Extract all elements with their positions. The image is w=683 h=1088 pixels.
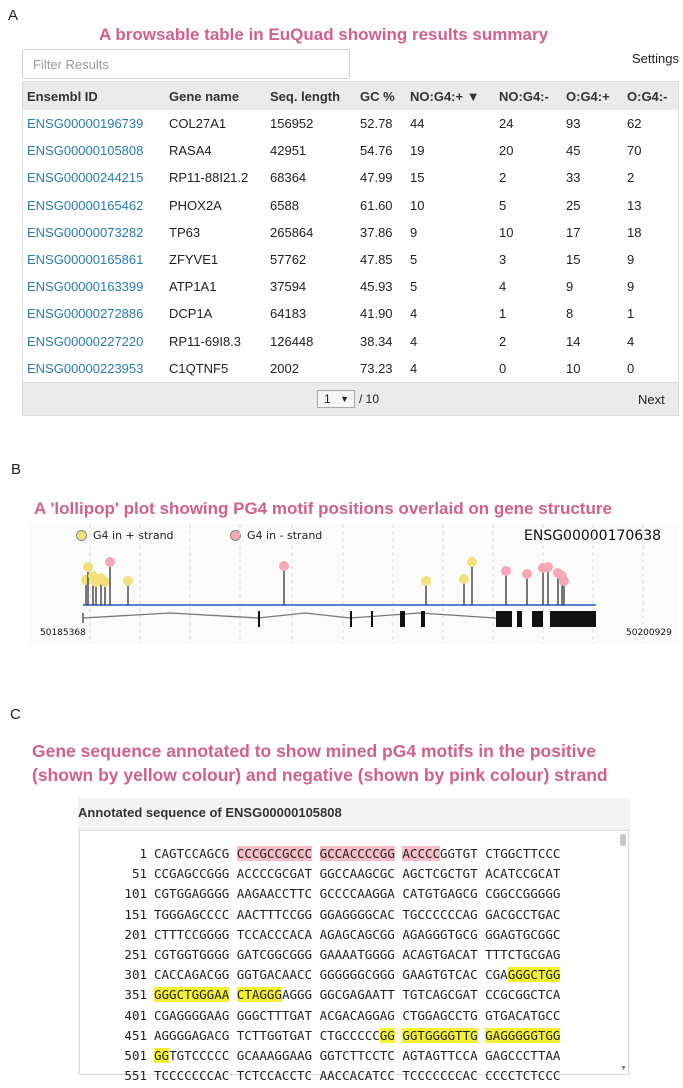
exon-block: [421, 611, 425, 627]
sequence-segment: CTTTCCGGGG TCCACCCACA AGAGCAGCGG AGAGGGTGCG GGAGTGCGGC: [154, 926, 561, 942]
cell-o-g4-plus: 17: [566, 224, 581, 240]
table-row: [23, 137, 678, 164]
sequence-bases: [154, 967, 560, 982]
cell-seq-length: 156952: [270, 116, 314, 131]
sequence-segment: CTGGCTTCCC: [477, 846, 561, 861]
table-row: [23, 328, 678, 355]
sequence-bases: [154, 846, 560, 861]
table-row: [23, 110, 678, 137]
cell-o-g4-plus: 10: [566, 360, 581, 376]
cell-gene-name: COL27A1: [169, 116, 227, 131]
exon-block: [400, 611, 405, 627]
panel-a-title: A browsable table in EuQuad showing results summary: [99, 25, 549, 44]
plus-strand-lollipop: [100, 577, 110, 587]
table-row: [23, 273, 678, 300]
sequence-bases: [154, 866, 560, 881]
ensembl-id-link[interactable]: ENSG00000223953: [27, 360, 144, 376]
sequence-segment: CAGTCCAGCG: [154, 846, 230, 861]
minus-strand-motif: ACCCC: [402, 846, 441, 861]
sequence-position: 201: [124, 926, 147, 942]
sequence-bases: [154, 886, 560, 901]
annotated-sequence-panel: [78, 798, 630, 1084]
start-coordinate: 50185368: [40, 628, 86, 638]
minus-strand-motif: GCCACCCCGG: [319, 846, 395, 861]
cell-gc-percent: 38.34: [360, 333, 393, 349]
table-row: [23, 300, 678, 327]
cell-o-g4-minus: 2: [627, 170, 635, 186]
scroll-down-icon[interactable]: ▼: [620, 1065, 627, 1072]
results-table: [22, 81, 679, 416]
cell-gc-percent: 54.76: [360, 143, 393, 159]
cell-o-g4-minus: 9: [627, 252, 635, 267]
cell-no-g4-minus: 2: [499, 170, 507, 186]
plus-strand-lollipop: [467, 557, 477, 567]
intron-line: [83, 613, 498, 618]
cell-seq-length: 126448: [270, 333, 314, 349]
cell-o-g4-plus: 45: [566, 143, 581, 159]
cell-seq-length: 265864: [270, 224, 314, 240]
sequence-position: 451: [124, 1027, 147, 1043]
sequence-segment: [229, 846, 237, 861]
column-header-no-g4-plus[interactable]: NO:G4:+ ▼: [410, 89, 480, 104]
cell-gc-percent: 37.86: [360, 224, 393, 240]
ensembl-id-link[interactable]: ENSG00000105808: [27, 143, 144, 159]
cell-gene-name: PHOX2A: [169, 197, 222, 213]
plus-strand-motif: GG: [379, 1027, 395, 1043]
sequence-segment: CGTGGAGGGG AAGAACCTTC GCCCCAAGGA CATGTGAGCG CGGCCGGGGG: [154, 886, 561, 902]
table-header: [23, 82, 678, 110]
sequence-bases: [154, 947, 560, 962]
sequence-bases: [154, 987, 560, 1002]
sequence-position: 301: [124, 967, 147, 983]
ensembl-id-link[interactable]: ENSG00000244215: [27, 170, 144, 186]
sequence-position: 351: [124, 987, 147, 1003]
cell-gc-percent: 47.99: [360, 170, 393, 186]
cell-seq-length: 57762: [270, 252, 307, 267]
column-header-gc-percent[interactable]: GC %: [360, 89, 395, 104]
sequence-position: 1: [139, 846, 147, 861]
cell-no-g4-plus: 4: [410, 360, 418, 376]
cell-gc-percent: 47.85: [360, 252, 393, 267]
sequence-segment: AGGG GGCGAGAATT TGTCAGCGAT CCGCGGCTCA: [281, 987, 561, 1003]
page-select[interactable]: [317, 390, 355, 408]
cell-no-g4-minus: 5: [499, 197, 507, 213]
column-header-seq-length[interactable]: Seq. length: [270, 89, 341, 104]
exon-block: [532, 611, 543, 627]
plus-strand-motif: GG: [154, 1048, 170, 1063]
sequence-bases: [154, 1008, 560, 1023]
ensembl-id-link[interactable]: ENSG00000196739: [27, 116, 144, 131]
sequence-box[interactable]: [79, 830, 629, 1084]
exon-block: [258, 611, 260, 627]
sequence-title: Annotated sequence of ENSG00000105808: [78, 805, 342, 820]
cell-o-g4-minus: 13: [627, 197, 642, 213]
ensembl-id-link[interactable]: ENSG00000227220: [27, 333, 144, 349]
panel-c-letter: C: [10, 706, 21, 723]
cell-gene-name: TP63: [169, 224, 201, 240]
end-coordinate: 50200929: [626, 628, 672, 638]
sequence-segment: TGTCCCCC GCAAAGGAAG GGTCTTCCTC AGTAGTTCCA GAGCCCTTAA: [169, 1048, 561, 1063]
sequence-position: 501: [124, 1048, 147, 1063]
lollipop-plot: [30, 524, 678, 644]
cell-gene-name: ATP1A1: [169, 279, 217, 295]
column-header-no-g4-minus[interactable]: NO:G4:-: [499, 89, 549, 104]
sequence-bases: [154, 927, 560, 942]
column-header-o-g4-minus[interactable]: O:G4:-: [627, 89, 668, 104]
cell-o-g4-minus: 18: [627, 224, 642, 240]
cell-o-g4-plus: 15: [566, 252, 581, 267]
gene-id-label: ENSG00000170638: [524, 528, 662, 544]
cell-seq-length: 64183: [270, 306, 307, 322]
sequence-position: 51: [131, 866, 147, 882]
sequence-position: 401: [124, 1007, 147, 1023]
table-row: [23, 219, 678, 246]
plus-strand-motif: GGGCTGGGAA: [154, 987, 230, 1003]
next-page-button[interactable]: Next: [638, 392, 665, 407]
cell-no-g4-plus: 19: [410, 143, 425, 159]
panel-b-title: A 'lollipop' plot showing PG4 motif positions overlaid on gene structure: [34, 499, 612, 518]
sequence-position: 151: [124, 906, 147, 922]
ensembl-id-link[interactable]: ENSG00000272886: [27, 306, 144, 322]
cell-o-g4-plus: 14: [566, 333, 581, 349]
sequence-segment: CGTGGTGGGG GATCGGCGGG GAAAATGGGG ACAGTGACAT TTTCTGCGAG: [154, 947, 561, 962]
cell-o-g4-minus: 1: [627, 306, 635, 322]
cell-seq-length: 6588: [270, 197, 299, 213]
scrollbar-thumb[interactable]: [620, 834, 626, 846]
exon-block: [350, 611, 352, 627]
cell-gc-percent: 73.23: [360, 360, 393, 376]
table-pagination: [23, 382, 678, 415]
cell-seq-length: 68364: [270, 170, 307, 186]
cell-seq-length: 2002: [270, 360, 299, 376]
minus-strand-motif: CCCGCCGCCC: [236, 846, 313, 861]
cell-no-g4-plus: 9: [410, 224, 418, 240]
page-total: / 10: [359, 392, 380, 406]
cell-o-g4-plus: 93: [566, 116, 581, 131]
legend-plus-label: G4 in + strand: [93, 529, 174, 542]
sequence-bases: [154, 907, 560, 922]
cell-gc-percent: 52.78: [360, 116, 393, 131]
cell-gene-name: DCP1A: [169, 306, 213, 322]
exon-block: [550, 611, 596, 627]
ensembl-id-link[interactable]: ENSG00000163399: [27, 279, 144, 295]
cell-seq-length: 42951: [270, 143, 307, 159]
plus-strand-motif: GGGCTGG: [507, 967, 561, 983]
cell-no-g4-plus: 15: [410, 170, 425, 186]
plus-strand-motif: GAGGGGGTGG: [485, 1027, 561, 1043]
sequence-segment: GGTGT: [440, 846, 478, 861]
sequence-segment: [229, 987, 237, 1002]
minus-strand-lollipop: [559, 576, 569, 586]
cell-o-g4-minus: 9: [627, 279, 635, 295]
cell-no-g4-plus: 10: [410, 197, 425, 213]
cell-o-g4-plus: 25: [566, 197, 581, 213]
cell-no-g4-plus: 5: [410, 279, 418, 295]
cell-no-g4-minus: 20: [499, 143, 514, 159]
cell-gene-name: RASA4: [169, 143, 212, 159]
cell-no-g4-minus: 3: [499, 252, 507, 267]
cell-no-g4-minus: 4: [499, 279, 507, 295]
panel-b-letter: B: [11, 461, 22, 478]
cell-gene-name: ZFYVE1: [169, 252, 219, 267]
ensembl-id-link[interactable]: ENSG00000165861: [27, 252, 144, 267]
panel-c-title-line2: (shown by yellow colour) and negative (shown by pink colour) strand: [32, 765, 608, 785]
minus-strand-lollipop: [279, 561, 289, 571]
exon-block: [371, 611, 373, 627]
sequence-position: 551: [124, 1068, 147, 1084]
cell-no-g4-minus: 24: [499, 116, 514, 131]
column-header-o-g4-plus[interactable]: O:G4:+: [566, 89, 610, 104]
column-header-ensembl-id[interactable]: Ensembl ID: [27, 89, 98, 104]
cell-o-g4-minus: 62: [627, 116, 642, 131]
exon-block: [517, 611, 522, 627]
cell-o-g4-minus: 4: [627, 333, 635, 349]
cell-gc-percent: 45.93: [360, 279, 393, 295]
cell-o-g4-minus: 70: [627, 143, 642, 159]
plus-strand-lollipop: [123, 576, 133, 586]
table-row: [23, 192, 678, 219]
plus-strand-motif: GGTGGGGTTG: [402, 1027, 478, 1043]
cell-gene-name: RP11-69I8.3: [169, 333, 242, 349]
sequence-position: 101: [124, 886, 147, 902]
plus-strand-motif: CTAGGG: [236, 987, 282, 1003]
cell-o-g4-minus: 0: [627, 360, 635, 376]
cell-seq-length: 37594: [270, 279, 307, 295]
minus-strand-lollipop: [543, 562, 553, 572]
lollipop-svg: [30, 524, 678, 644]
cell-no-g4-plus: 4: [410, 306, 418, 322]
cell-no-g4-minus: 10: [499, 224, 514, 240]
table-row: [23, 164, 678, 191]
cell-o-g4-plus: 33: [566, 170, 581, 186]
legend-minus-label: G4 in - strand: [247, 529, 323, 542]
sequence-bases: [154, 1068, 560, 1083]
minus-strand-lollipop: [105, 557, 115, 567]
column-header-gene-name[interactable]: Gene name: [169, 89, 240, 104]
ensembl-id-link[interactable]: ENSG00000165462: [27, 197, 144, 213]
cell-no-g4-plus: 44: [410, 116, 425, 131]
chevron-down-icon: ▼: [340, 394, 349, 404]
sequence-segment: CGAGGGGAAG GGGCTTTGAT ACGACAGGAG CTGGAGCCTG GTGACATGCC: [154, 1007, 561, 1023]
cell-gc-percent: 41.90: [360, 306, 393, 322]
cell-no-g4-minus: 2: [499, 333, 507, 349]
cell-o-g4-plus: 9: [566, 279, 574, 295]
cell-gene-name: C1QTNF5: [169, 360, 229, 376]
cell-gc-percent: 61.60: [360, 197, 393, 213]
exon-block: [496, 611, 512, 627]
page-select-value: 1: [324, 392, 331, 406]
sequence-segment: TGGGAGCCCC AACTTTCCGG GGAGGGGCAC TGCCCCCCAG GACGCCTGAC: [154, 906, 561, 922]
sequence-bases: [154, 1028, 560, 1043]
cell-o-g4-plus: 8: [566, 306, 574, 322]
sequence-segment: AGGGGAGACG TCTTGGTGAT CTGCCCCC: [154, 1027, 380, 1043]
sequence-position: 251: [124, 947, 147, 962]
filter-results-input[interactable]: [22, 49, 350, 79]
sequence-bases: [154, 1048, 560, 1063]
cell-gene-name: RP11-88I21.2: [169, 170, 249, 186]
table-row: [23, 355, 678, 382]
settings-button[interactable]: Settings: [632, 51, 679, 66]
panel-a-letter: A: [8, 7, 19, 24]
cell-no-g4-plus: 4: [410, 333, 418, 349]
plus-strand-lollipop: [421, 576, 431, 586]
ensembl-id-link[interactable]: ENSG00000073282: [27, 224, 144, 240]
table-row: [23, 246, 678, 273]
cell-no-g4-plus: 5: [410, 252, 418, 267]
cell-no-g4-minus: 0: [499, 360, 507, 376]
minus-strand-lollipop: [501, 566, 511, 576]
plus-strand-lollipop: [83, 562, 93, 572]
sequence-segment: CACCAGACGG GGTGACAACC GGGGGGCGGG GAAGTGTCAC CGA: [154, 967, 508, 983]
sequence-segment: TCCCCCCCAC TCTCCACCTC AACCACATCC TCCCCCCCAC CCCCTCTCCC: [154, 1068, 561, 1084]
plus-strand-lollipop: [459, 574, 469, 584]
sequence-segment: CCGAGCCGGG ACCCCGCGAT GGCCAAGCGC AGCTCGCTGT ACATCCGCAT: [154, 866, 561, 882]
minus-strand-lollipop: [522, 569, 532, 579]
panel-c-title-line1: Gene sequence annotated to show mined pG4 motifs in the positive: [32, 741, 596, 761]
sequence-segment: [312, 846, 320, 861]
cell-no-g4-minus: 1: [499, 306, 507, 322]
